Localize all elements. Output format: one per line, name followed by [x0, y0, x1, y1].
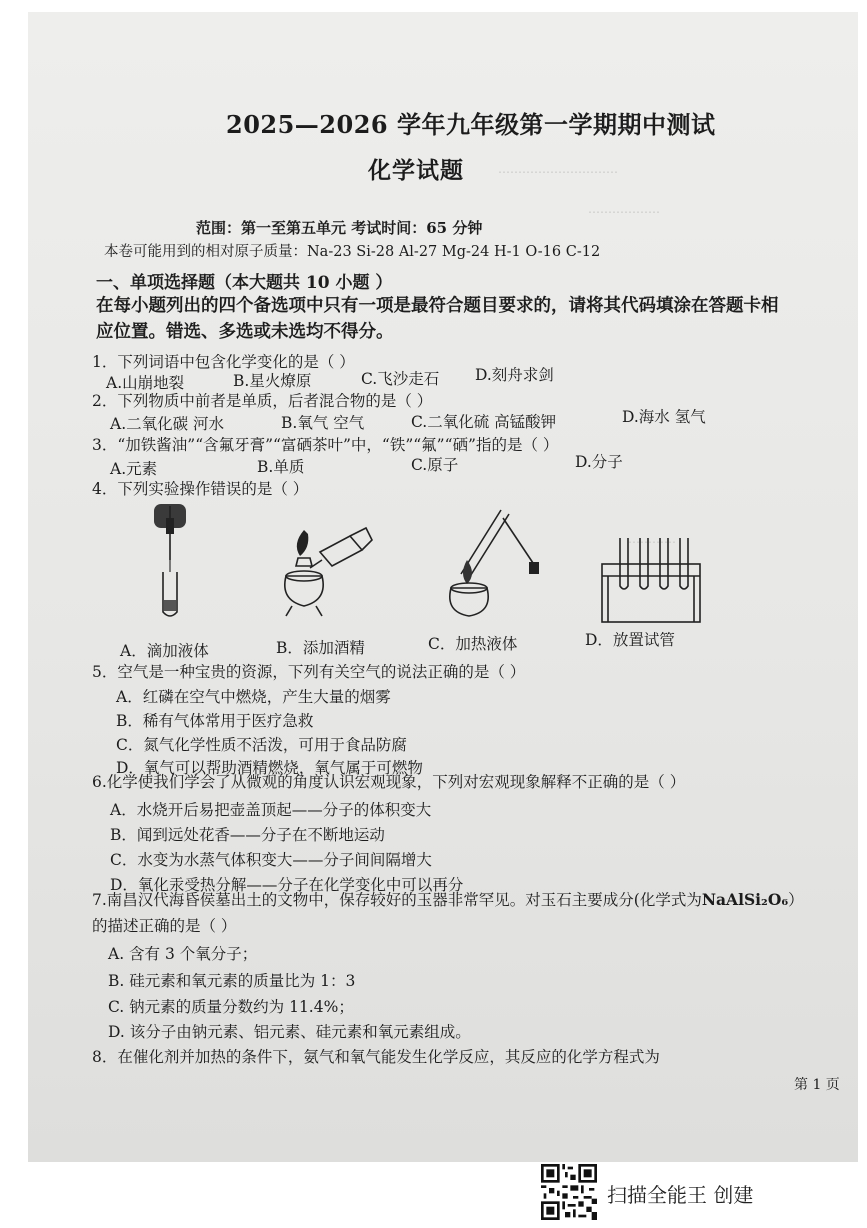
q5-option-a: A．红磷在空气中燃烧，产生大量的烟雾	[116, 688, 391, 706]
heating-liquid-figure	[439, 504, 549, 624]
q2-option-c: C.二氧化硫 高锰酸钾	[411, 413, 557, 431]
section-instruction: 在每小题列出的四个备选项中只有一项是最符合题目要求的，请将其代码填涂在答题卡相	[96, 296, 779, 316]
atomic-masses: 本卷可能用到的相对原子质量：Na-23 Si-28 Al-27 Mg-24 H-1 O-16 C-12	[104, 244, 601, 260]
q2-option-d: D.海水 氢气	[622, 408, 706, 426]
q7-option-d: D. 该分子由钠元素、铝元素、硅元素和氧元素组成。	[108, 1023, 471, 1041]
bleed-through: …………………………	[498, 162, 618, 176]
question-1-stem: 1．下列词语中包含化学变化的是（ ）	[92, 353, 355, 371]
q7-formula: NaAlSi₂O₆	[701, 890, 789, 909]
test-tube-rack-figure	[598, 532, 706, 626]
q7-option-c: C. 钠元素的质量分数约为 11.4%；	[108, 998, 354, 1016]
q3-option-d: D.分子	[575, 453, 623, 471]
exam-scope: 范围：第一至第五单元 考试时间：65 分钟	[196, 219, 483, 237]
q5-option-c: C．氮气化学性质不活泼，可用于食品防腐	[116, 736, 407, 754]
q1-option-b: B.星火燎原	[233, 372, 312, 390]
q3-option-a: A.元素	[110, 460, 158, 478]
exam-subtitle: 化学试题	[368, 157, 464, 184]
question-6-stem: 6.化学使我们学会了从微观的角度认识宏观现象，下列对宏观现象解释不正确的是（ ）	[92, 773, 686, 791]
q7-stem-text: 7.南昌汉代海昏侯墓出土的文物中，保存较好的玉器非常罕见。对玉石主要成分(化学式为	[92, 891, 702, 909]
question-7-stem-line2: 的描述正确的是（ ）	[92, 917, 237, 935]
section-instruction: 应位置。错选、多选或未选均不得分。	[96, 322, 394, 342]
q2-option-b: B.氧气 空气	[281, 414, 365, 432]
q4-option-d: D．放置试管	[585, 631, 675, 649]
question-3-stem: 3．“加铁酱油”“含氟牙膏”“富硒茶叶”中，“铁”“氟”“硒”指的是（ ）	[92, 436, 559, 454]
section-heading: 一、单项选择题（本大题共 10 小题 ）	[96, 273, 393, 293]
scanner-watermark-text: 扫描全能王 创建	[607, 1183, 754, 1207]
q6-option-c: C．水变为水蒸气体积变大——分子间间隔增大	[110, 851, 432, 869]
q3-option-b: B.单质	[257, 458, 305, 476]
exam-title: 2025—2026 学年九年级第一学期期中测试	[226, 110, 716, 139]
q6-option-d: D．氧化汞受热分解——分子在化学变化中可以再分	[110, 876, 464, 894]
q7-stem-close: ）	[788, 891, 804, 909]
q6-option-a: A．水烧开后易把壶盖顶起——分子的体积变大	[110, 801, 432, 819]
q1-option-d: D.刻舟求剑	[475, 366, 554, 384]
q3-option-c: C.原子	[411, 456, 459, 474]
question-8-stem: 8．在催化剂并加热的条件下，氨气和氧气能发生化学反应，其反应的化学方程式为	[92, 1048, 660, 1066]
qr-code-icon	[541, 1164, 597, 1220]
page-number: 第 1 页	[794, 1077, 840, 1093]
alcohol-lamp-figure	[266, 510, 376, 622]
dropper-test-tube-figure	[140, 500, 200, 624]
q7-option-a: A. 含有 3 个氧分子；	[108, 945, 258, 963]
q5-option-b: B．稀有气体常用于医疗急救	[116, 712, 314, 730]
question-4-stem: 4．下列实验操作错误的是（ ）	[92, 480, 309, 498]
exam-page	[28, 12, 858, 1162]
bleed-through: ………………	[588, 202, 660, 216]
question-5-stem: 5．空气是一种宝贵的资源，下列有关空气的说法正确的是（ ）	[92, 663, 526, 681]
q1-option-a: A.山崩地裂	[106, 374, 185, 392]
q1-option-c: C.飞沙走石	[361, 370, 440, 388]
q4-option-b: B．添加酒精	[276, 639, 365, 657]
q6-option-b: B．闻到远处花香——分子在不断地运动	[110, 826, 385, 844]
question-7-stem	[92, 888, 804, 910]
q4-option-a: A．滴加液体	[120, 642, 209, 660]
q4-option-c: C．加热液体	[428, 635, 518, 653]
q7-option-b: B. 硅元素和氧元素的质量比为 1：3	[108, 972, 356, 990]
question-2-stem: 2．下列物质中前者是单质，后者混合物的是（ ）	[92, 392, 433, 410]
bleed-through: …………	[628, 532, 676, 546]
q2-option-a: A.二氧化碳 河水	[110, 415, 225, 433]
q5-option-d: D．氧气可以帮助酒精燃烧，氧气属于可燃物	[116, 759, 423, 777]
